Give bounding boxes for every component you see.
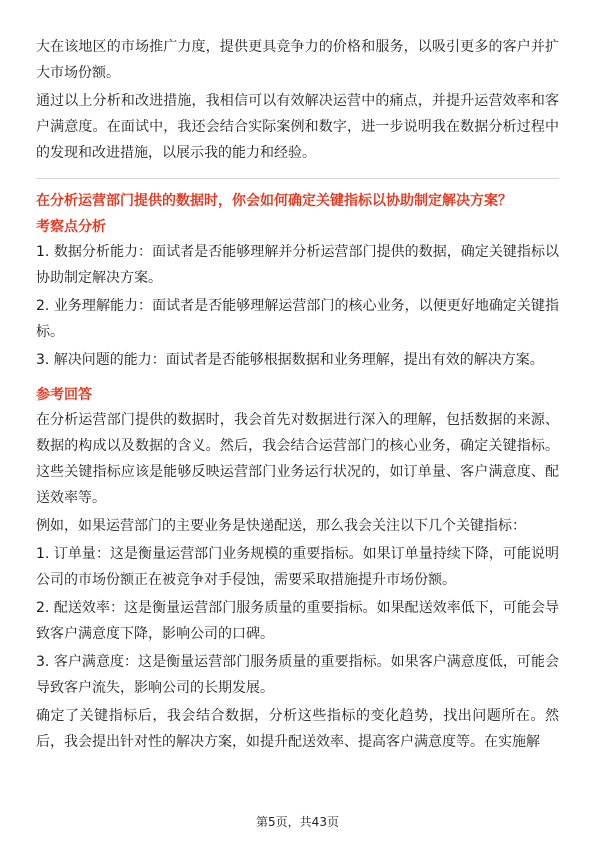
answer-paragraph-3: 1. 订单量：这是衡量运营部门业务规模的重要指标。如果订单量持续下降，可能说明公司的市场份额正在被竞争对手侵蚀，需要采取措施提升市场份额。 (36, 546, 559, 588)
page-number-label: 第5页，共43页 (256, 815, 339, 829)
answer-paragraph-4: 2. 配送效率：这是衡量运营部门服务质量的重要指标。如果配送效率低下，可能会导致客户满意度下降，影响公司的口碑。 (36, 600, 559, 642)
analysis-item-1: 1. 数据分析能力：面试者是否能够理解并分析运营部门提供的数据，确定关键指标以协助制定解决方案。 (36, 244, 559, 286)
page-content (36, 34, 559, 757)
answer-title: 参考回答 (36, 387, 92, 403)
section-gap (36, 375, 559, 383)
page-footer (0, 814, 595, 830)
answer-paragraph-2: 例如，如果运营部门的主要业务是快递配送，那么我会关注以下几个关键指标： (36, 518, 526, 534)
answer-paragraph-1: 在分析运营部门提供的数据时，我会首先对数据进行深入的理解，包括数据的来源、数据的构成以及数据的含义。然后，我会结合运营部门的核心业务，确定关键指标。这些关键指标应该是能够反映运营部门业务运行状况的，如订单量、客户满意度、配送效率等。 (36, 412, 559, 506)
answer-paragraph-5: 3. 客户满意度：这是衡量运营部门服务质量的重要指标。如果客户满意度低，可能会导致客户流失，影响公司的长期发展。 (36, 654, 559, 696)
intro-paragraph-2: 通过以上分析和改进措施，我相信可以有效解决运营中的痛点，并提升运营效率和客户满意度。在面试中，我还会结合实际案例和数字，进一步说明我在数据分析过程中的发现和改进措施，以展示我的能力和经验。 (36, 93, 559, 161)
analysis-item-2: 2. 业务理解能力：面试者是否能够理解运营部门的核心业务，以便更好地确定关键指标。 (36, 298, 559, 340)
question-heading: 在分析运营部门提供的数据时，你会如何确定关键指标以协助制定解决方案？ (36, 193, 512, 209)
analysis-title: 考察点分析 (36, 219, 106, 235)
intro-paragraph-1: 大在该地区的市场推广力度，提供更具竞争力的价格和服务，以吸引更多的客户并扩大市场份额。 (36, 39, 559, 81)
section-divider (36, 178, 559, 179)
answer-paragraph-6: 确定了关键指标后，我会结合数据，分析这些指标的变化趋势，找出问题所在。然后，我会提出针对性的解决方案，如提升配送效率、提高客户满意度等。在实施解 (36, 708, 559, 750)
analysis-item-3: 3. 解决问题的能力：面试者是否能够根据数据和业务理解，提出有效的解决方案。 (36, 352, 544, 368)
